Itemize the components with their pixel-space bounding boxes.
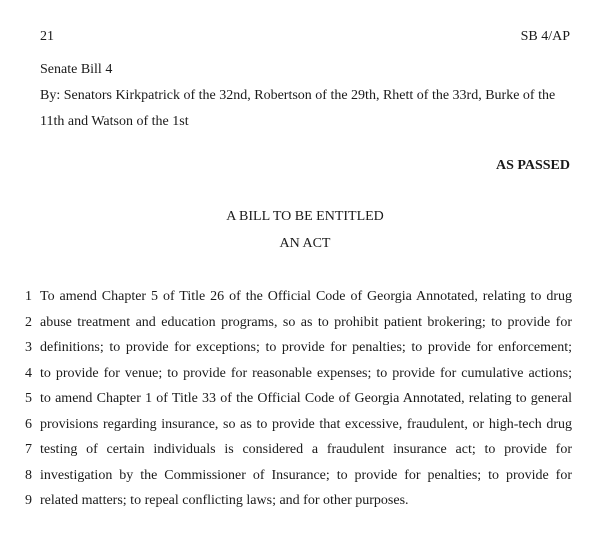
document-code: SB 4/AP [520,29,570,44]
line-text: to provide for venue; to provide for reasonable expenses; to provide for cumulative actions; [40,365,572,381]
line-text: abuse treatment and education programs, so as to prohibit patient brokering; to provide for [40,314,572,330]
line-number: 3 [25,340,32,355]
text-line [0,415,610,441]
line-number: 5 [25,391,32,406]
text-line [0,491,610,517]
line-number: 4 [25,365,32,381]
text-line [0,466,610,492]
bill-name: Senate Bill 4 [40,62,113,77]
text-line [0,440,610,466]
line-text: definitions; to provide for exceptions; to provide for penalties; to provide for enforcement; [40,340,572,355]
page-number: 21 [40,29,54,44]
line-number: 1 [25,289,32,304]
text-line [0,364,610,390]
bill-title-line-2: AN ACT [279,236,331,251]
line-text: related matters; to repeal conflicting laws; and for other purposes. [40,493,409,508]
text-line [0,389,610,415]
text-line [0,313,610,339]
line-number: 8 [25,467,32,483]
line-number: 7 [25,442,32,457]
bill-sponsors: By: Senators Kirkpatrick of the 32nd, Robertson of the 29th, Rhett of the 33rd, Burke of the 11th and Watson of the 1st [40,88,556,129]
line-text: testing of certain individuals is considered a fraudulent insurance act; to provide for [40,442,572,457]
line-number: 2 [25,314,32,330]
line-text: To amend Chapter 5 of Title 26 of the Official Code of Georgia Annotated, relating to drug [40,289,572,304]
line-text: provisions regarding insurance, so as to provide that excessive, fraudulent, or high-tech drug [40,416,572,432]
line-number: 9 [25,493,32,508]
line-text: to amend Chapter 1 of Title 33 of the Official Code of Georgia Annotated, relating to general [40,391,572,406]
text-line [0,287,610,313]
bill-title-line-1: A BILL TO BE ENTITLED [226,209,384,224]
text-line [0,338,610,364]
line-number: 6 [25,416,32,432]
numbered-text-lines [0,287,610,517]
passage-status: AS PASSED [495,158,570,173]
line-text: investigation by the Commissioner of Insurance; to provide for penalties; to provide for [40,467,572,483]
